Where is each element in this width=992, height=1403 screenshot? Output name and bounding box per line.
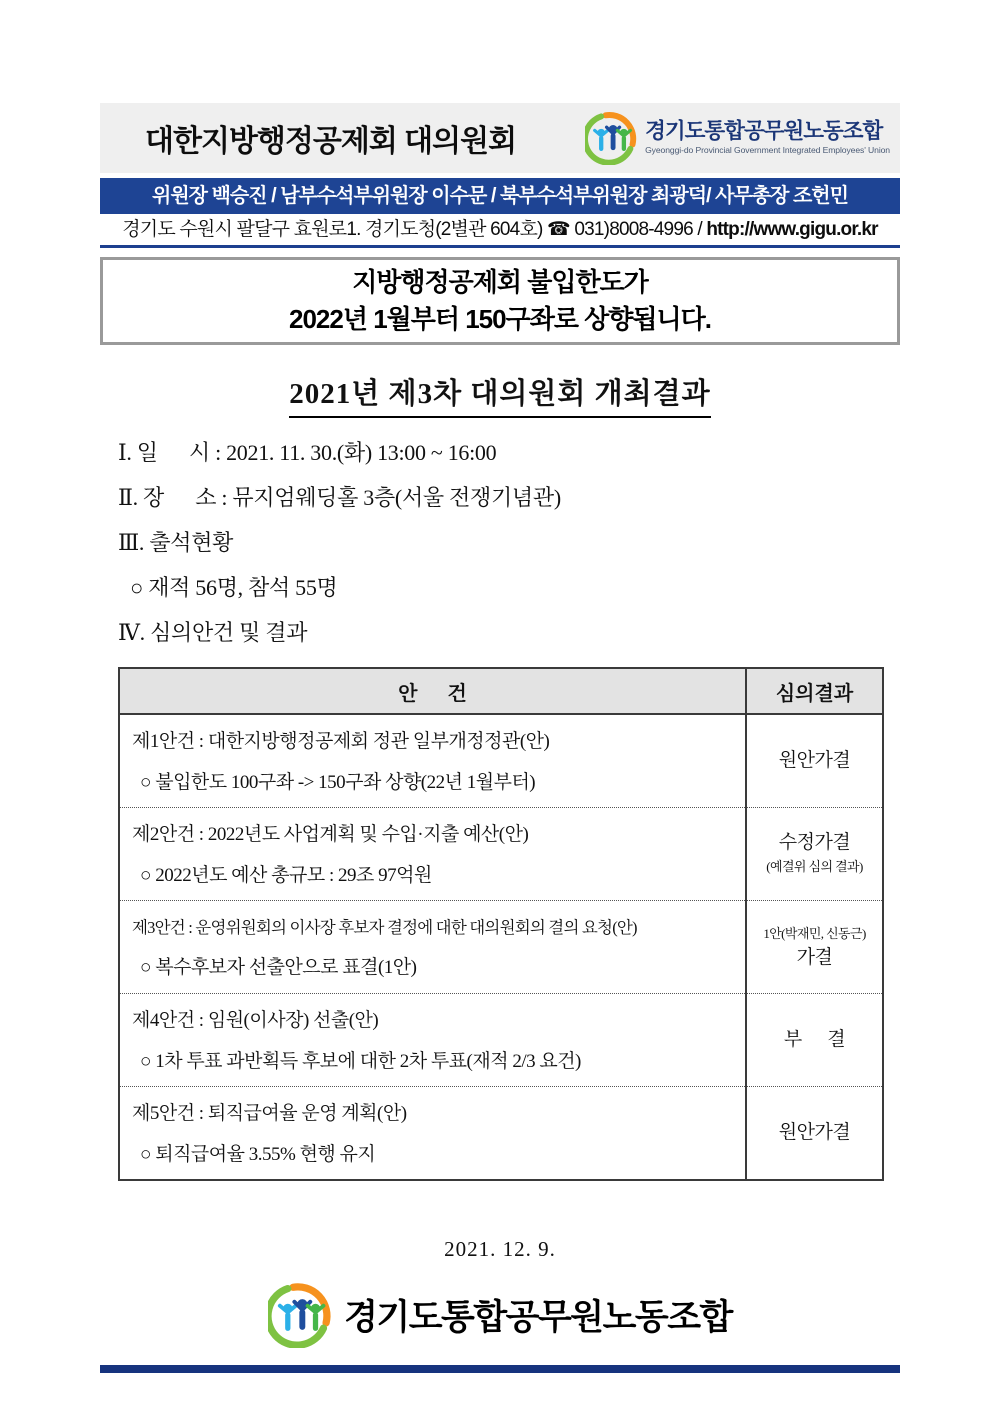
item-agenda-heading: Ⅳ. 심의안건 및 결과 — [118, 620, 308, 645]
footer-union-name: 경기도통합공무원노동조합 — [344, 1298, 732, 1337]
result-cell — [746, 1087, 883, 1181]
phone-number: 031)8008-4996 — [569, 219, 693, 240]
doc-title: 2021년 제3차 대의원회 개최결과 — [289, 371, 710, 418]
item-date: Ⅰ. 일 시 : 2021. 11. 30.(화) 13:00 ~ 16:00 — [118, 440, 497, 465]
result-text: 원안가결 — [778, 750, 851, 771]
bottom-bar — [100, 1365, 900, 1373]
col-header-result: 심의결과 — [746, 668, 883, 714]
agenda-detail: ○ 퇴직급여율 3.55% 현행 유지 — [140, 1144, 376, 1165]
union-logo-icon — [585, 111, 639, 165]
result-text: 원안가결 — [778, 1122, 851, 1143]
result-subtext: 1안(박재민, 신동근) — [763, 926, 866, 941]
agenda-title: 제3안건 : 운영위원회의 이사장 후보자 결정에 대한 대의원회의 결의 요청(안) — [132, 917, 637, 937]
agenda-title: 제5안건 : 퇴직급여율 운영 계획(안) — [132, 1103, 407, 1124]
footer-logo — [100, 1282, 900, 1348]
agenda-cell — [119, 714, 746, 808]
agenda-title: 제2안건 : 2022년도 사업계획 및 수입·지출 예산(안) — [132, 824, 529, 845]
table-row — [119, 714, 883, 808]
union-logo-text — [645, 120, 890, 155]
agenda-table — [118, 667, 884, 1181]
item-attendance-heading: Ⅲ. 출석현황 — [118, 530, 234, 555]
agenda-title: 제4안건 : 임원(이사장) 선출(안) — [132, 1010, 379, 1031]
union-logo-icon — [268, 1282, 334, 1348]
result-text: 수정가결 — [778, 832, 851, 853]
phone-icon: ☎ — [547, 219, 570, 240]
item-place: Ⅱ. 장 소 : 뮤지엄웨딩홀 3층(서울 전쟁기념관) — [118, 485, 561, 510]
agenda-cell — [119, 1087, 746, 1181]
table-row — [119, 994, 883, 1087]
masthead-title: 대한지방행정공제회 대의원회 — [145, 125, 517, 158]
agenda-title: 제1안건 : 대한지방행정공제회 정관 일부개정정관(안) — [132, 731, 550, 752]
col-header-agenda: 안 건 — [119, 668, 746, 714]
agenda-table-header-row — [119, 668, 883, 714]
officers-bar: 위원장 백승진 / 남부수석부위원장 이수문 / 북부수석부위원장 최광덕/ 사무총장 조헌민 — [100, 178, 900, 214]
address-line — [100, 214, 900, 245]
table-row — [119, 1087, 883, 1181]
notice-line-1: 지방행정공제회 불입한도가 — [352, 267, 648, 297]
result-text: 부 결 — [783, 1029, 846, 1050]
address-separator: / — [692, 219, 707, 240]
agenda-cell — [119, 808, 746, 901]
agenda-detail: ○ 복수후보자 선출안으로 표결(1안) — [140, 956, 417, 978]
header-rule — [100, 245, 900, 248]
result-cell — [746, 994, 883, 1087]
agenda-cell — [119, 901, 746, 994]
agenda-detail: ○ 1차 투표 과반획득 후보에 대한 2차 투표(재적 2/3 요건) — [140, 1051, 581, 1072]
notice-box — [100, 257, 900, 345]
notice-line-2: 2022년 1월부터 150구좌로 상향됩니다. — [289, 304, 711, 334]
masthead — [100, 103, 900, 173]
agenda-detail: ○ 불입한도 100구좌 -> 150구좌 상향(22년 1월부터) — [140, 772, 536, 793]
result-subtext: (예결위 심의 결과) — [766, 859, 863, 874]
table-row — [119, 901, 883, 994]
document-date: 2021. 12. 9. — [444, 1237, 556, 1261]
table-row — [119, 808, 883, 901]
item-attendance-detail: ○ 재적 56명, 참석 55명 — [130, 575, 338, 600]
result-cell — [746, 901, 883, 994]
union-name-korean: 경기도통합공무원노동조합 — [645, 119, 883, 144]
union-name-english: Gyeonggi-do Provincial Government Integrated Employees' Union — [645, 145, 890, 156]
doc-title-wrap — [100, 371, 900, 418]
address-text: 경기도 수원시 팔달구 효원로1. 경기도청(2별관 604호) — [122, 219, 548, 240]
result-text: 가결 — [796, 947, 833, 968]
agenda-detail: ○ 2022년도 예산 총규모 : 29조 97억원 — [140, 865, 432, 886]
result-cell — [746, 808, 883, 901]
union-logo — [585, 111, 890, 165]
section-items — [118, 442, 900, 644]
agenda-cell — [119, 994, 746, 1087]
document-page — [100, 103, 900, 1373]
result-cell — [746, 714, 883, 808]
website-url: http://www.gigu.or.kr — [706, 219, 878, 240]
